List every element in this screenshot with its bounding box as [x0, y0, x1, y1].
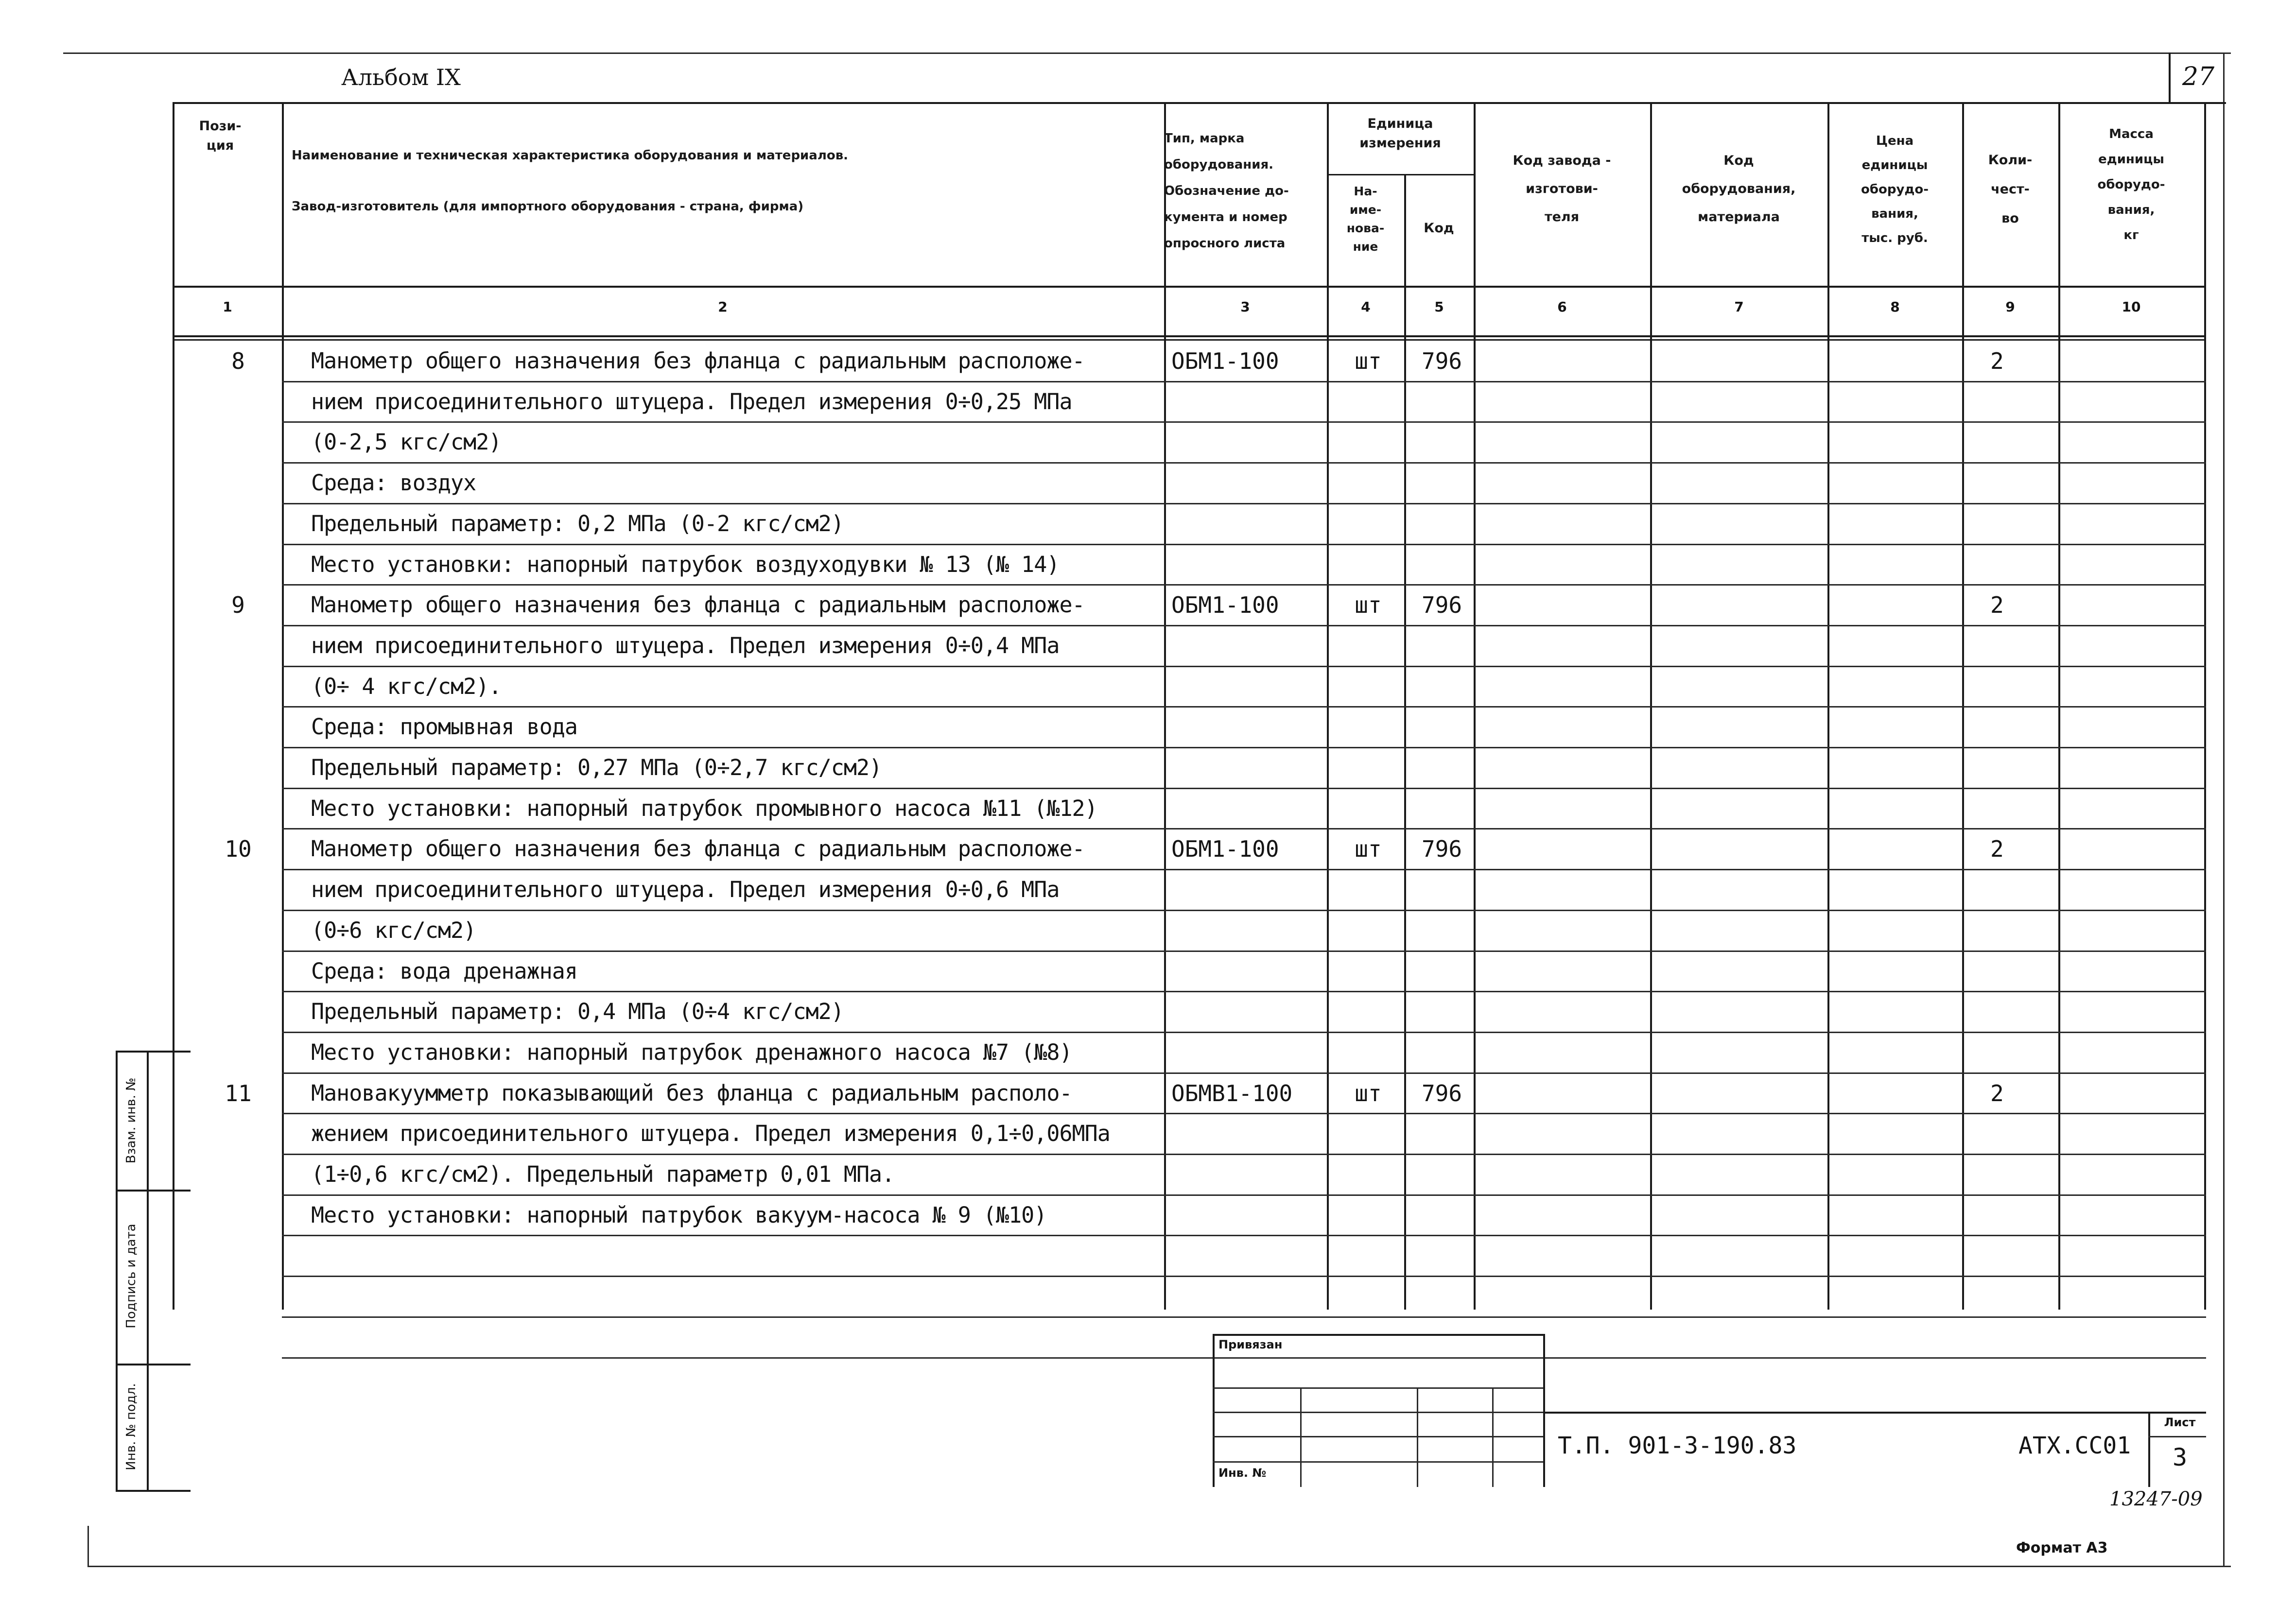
- row-description: Предельный параметр: 0,27 МПа (0÷2,7 кгс/см2): [311, 755, 882, 780]
- row-description: Мановакуумметр показывающий без фланца с радиальным располо-: [311, 1080, 1072, 1106]
- row-divider: [282, 421, 2206, 423]
- side-label-signature-date: Подпись и дата: [124, 1224, 139, 1329]
- row-description: Предельный параметр: 0,4 МПа (0÷4 кгс/см2): [311, 999, 844, 1025]
- row-type: ОБМ1-100: [1171, 836, 1279, 863]
- side-stamp: [116, 1051, 191, 1492]
- header-unit-name: На- име- нова- ние: [1346, 184, 1385, 254]
- row-quantity: 2: [1990, 836, 2004, 863]
- side-label-replacement-inv: Взам. инв. №: [124, 1077, 139, 1164]
- row-divider: [282, 788, 2206, 789]
- row-divider: [282, 1113, 2206, 1114]
- row-type: ОБМ1-100: [1171, 348, 1279, 374]
- column-number: 1: [223, 299, 232, 315]
- row-divider: [282, 828, 2206, 829]
- sheet-label: Лист: [2164, 1416, 2196, 1429]
- row-divider: [282, 666, 2206, 667]
- inv-label: Инв. №: [1218, 1466, 1267, 1480]
- side-label-original-inv: Инв. № подл.: [124, 1383, 139, 1470]
- row-divider: [282, 1235, 2206, 1236]
- row-description: (0÷6 кгс/см2): [311, 917, 476, 943]
- header-unit-code: Код: [1424, 221, 1454, 236]
- row-description: Место установки: напорный патрубок вакуум-насоса № 9 (№10): [311, 1202, 1047, 1228]
- row-description: Манометр общего назначения без фланца с радиальным расположе-: [311, 348, 1085, 374]
- row-description: Среда: воздух: [311, 470, 476, 496]
- row-unit: шт: [1355, 348, 1382, 374]
- row-unit: шт: [1355, 836, 1382, 863]
- header-name-line1: Наименование и техническая характеристика оборудования и материалов.: [292, 148, 849, 163]
- row-description: (0÷ 4 кгс/см2).: [311, 673, 502, 699]
- row-description: Манометр общего назначения без фланца с радиальным расположе-: [311, 592, 1085, 618]
- header-quantity: Коли- чест- во: [1988, 153, 2033, 226]
- header-position: Пози- ция: [199, 119, 242, 153]
- row-description: (1÷0,6 кгс/см2). Предельный параметр 0,01 МПа.: [311, 1161, 895, 1187]
- column-number: 6: [1557, 299, 1567, 315]
- row-quantity: 2: [1990, 348, 2004, 374]
- row-description: нием присоединительного штуцера. Предел измерения 0÷0,25 МПа: [311, 388, 1072, 415]
- sheet-number: 3: [2172, 1443, 2188, 1471]
- row-divider: [282, 910, 2206, 911]
- header-unit-group: Единица измерения: [1359, 116, 1441, 151]
- row-description: (0-2,5 кгс/см2): [311, 429, 502, 455]
- row-divider: [282, 544, 2206, 545]
- bound-label: Привязан: [1218, 1338, 1283, 1351]
- top-border-line: [63, 52, 2231, 54]
- column-number: 2: [718, 299, 728, 315]
- left-bottom-stub: [87, 1526, 89, 1566]
- row-divider: [282, 625, 2206, 626]
- row-quantity: 2: [1990, 1080, 2004, 1106]
- row-divider: [282, 747, 2206, 748]
- column-number: 9: [2005, 299, 2015, 315]
- row-divider: [282, 706, 2206, 708]
- album-title: Альбом IX: [341, 64, 461, 90]
- page-number: 27: [2182, 62, 2215, 91]
- title-block: [1213, 1334, 2206, 1487]
- right-border-line: [2223, 52, 2225, 1566]
- row-position: 8: [231, 348, 245, 374]
- row-description: нием присоединительного штуцера. Предел измерения 0÷0,4 МПа: [311, 632, 1060, 658]
- row-description: Место установки: напорный патрубок промывного насоса №11 (№12): [311, 795, 1097, 821]
- row-position: 9: [231, 592, 245, 619]
- header-name-line2: Завод-изготовитель (для импортного оборудования - страна, фирма): [292, 199, 804, 214]
- row-description: Манометр общего назначения без фланца с радиальным расположе-: [311, 836, 1085, 862]
- row-divider: [282, 462, 2206, 464]
- row-description: Среда: вода дренажная: [311, 958, 577, 984]
- row-quantity: 2: [1990, 592, 2004, 619]
- row-divider: [282, 1316, 2206, 1318]
- column-number: 3: [1240, 299, 1250, 315]
- row-divider: [282, 1276, 2206, 1277]
- row-position: 10: [225, 836, 252, 863]
- row-divider: [282, 1072, 2206, 1074]
- row-divider: [282, 1154, 2206, 1155]
- row-description: Среда: промывная вода: [311, 714, 577, 740]
- row-divider: [282, 991, 2206, 992]
- row-divider: [282, 584, 2206, 586]
- row-divider: [282, 1194, 2206, 1196]
- format-label: Формат А3: [2016, 1539, 2108, 1556]
- column-number: 5: [1434, 299, 1444, 315]
- row-description: Предельный параметр: 0,2 МПа (0-2 кгс/см2): [311, 510, 844, 536]
- row-divider: [282, 869, 2206, 870]
- row-description: нием присоединительного штуцера. Предел измерения 0÷0,6 МПа: [311, 877, 1060, 903]
- archive-number: 13247-09: [2109, 1488, 2203, 1510]
- column-number: 10: [2122, 299, 2141, 315]
- row-unit-code: 796: [1422, 836, 1462, 863]
- row-unit-code: 796: [1422, 1080, 1462, 1106]
- row-description: жением присоединительного штуцера. Предел измерения 0,1÷0,06МПа: [311, 1121, 1110, 1147]
- column-number: 7: [1734, 299, 1744, 315]
- sheet-code: АТХ.СС01: [2018, 1432, 2131, 1459]
- header-price: Цена единицы оборудо- вания, тыс. руб.: [1861, 134, 1929, 245]
- bottom-border-line: [87, 1566, 2231, 1567]
- row-divider: [282, 950, 2206, 952]
- row-position: 11: [225, 1080, 252, 1106]
- header-factory-code: Код завода - изготови- теля: [1513, 153, 1611, 225]
- document-code: Т.П. 901-3-190.83: [1558, 1432, 1797, 1459]
- row-divider: [282, 503, 2206, 504]
- row-unit-code: 796: [1422, 348, 1462, 374]
- row-unit: шт: [1355, 1080, 1382, 1106]
- row-type: ОБМ1-100: [1171, 592, 1279, 619]
- header-mass: Масса единицы оборудо- вания, кг: [2097, 127, 2165, 242]
- row-description: Место установки: напорный патрубок дренажного насоса №7 (№8): [311, 1039, 1072, 1065]
- header-type: Тип, марка оборудования. Обозначение до- кумента и номер опросного листа: [1164, 131, 1289, 251]
- header-equipment-code: Код оборудования, материала: [1682, 153, 1796, 225]
- row-type: ОБМВ1-100: [1171, 1080, 1293, 1106]
- page-number-box: [2169, 52, 2226, 104]
- row-unit: шт: [1355, 592, 1382, 619]
- row-divider: [282, 381, 2206, 382]
- column-number: 4: [1361, 299, 1371, 315]
- row-divider: [282, 1032, 2206, 1033]
- row-unit-code: 796: [1422, 592, 1462, 619]
- column-number: 8: [1890, 299, 1900, 315]
- row-description: Место установки: напорный патрубок воздуходувки № 13 (№ 14): [311, 551, 1060, 577]
